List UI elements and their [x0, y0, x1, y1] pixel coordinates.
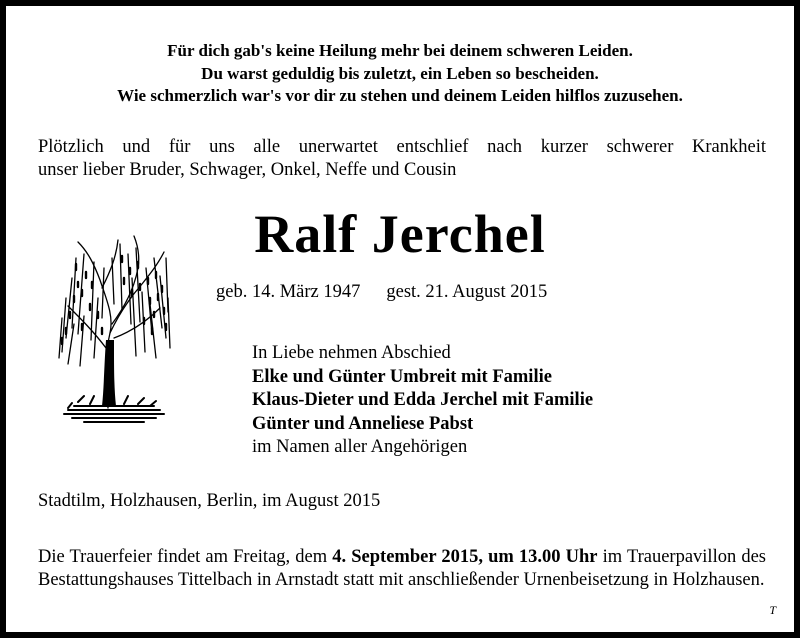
corner-mark: T: [769, 603, 776, 617]
birth-date: geb. 14. März 1947: [216, 282, 361, 302]
funeral-text-before: Die Trauerfeier findet am Freitag, dem: [38, 547, 328, 567]
mourner-family: Klaus-Dieter und Edda Jerchel mit Familie: [252, 390, 594, 410]
funeral-text-after: im Trauerpavillon des Bestattungshauses Tittelbach in Arnstadt statt mit anschließender Urnenbeisetzung in Holzhausen.: [38, 547, 766, 590]
intro-line: unser lieber Bruder, Schwager, Onkel, Neffe und Cousin: [38, 160, 457, 180]
mourners-outro: im Namen aller Angehörigen: [252, 437, 468, 457]
intro-text: [38, 136, 766, 182]
death-date: gest. 21. August 2015: [386, 282, 548, 302]
poem-line: Für dich gab's keine Heilung mehr bei deinem schweren Leiden.: [167, 41, 633, 60]
mourner-family: Günter und Anneliese Pabst: [252, 413, 474, 434]
weeping-willow-icon: [54, 228, 172, 424]
mourner-family: Elke und Günter Umbreit mit Familie: [252, 366, 552, 387]
poem: [6, 40, 794, 108]
mourners-intro: In Liebe nehmen Abschied: [252, 343, 451, 363]
poem-line: Wie schmerzlich war's vor dir zu stehen und deinem Leiden hilflos zuzusehen.: [117, 86, 683, 105]
deceased-name: Ralf Jerchel: [254, 204, 546, 264]
intro-line: Plötzlich und für uns alle unerwartet entschlief nach kurzer schwerer Krankheit: [38, 137, 766, 157]
funeral-date-time: 4. September 2015, um 13.00 Uhr: [332, 547, 598, 567]
funeral-info: [38, 546, 766, 592]
mourners-block: [252, 342, 593, 460]
place-and-date: Stadtilm, Holzhausen, Berlin, im August 2015: [38, 491, 381, 511]
life-dates: [216, 282, 547, 303]
poem-line: Du warst geduldig bis zuletzt, ein Leben so bescheiden.: [201, 63, 599, 83]
